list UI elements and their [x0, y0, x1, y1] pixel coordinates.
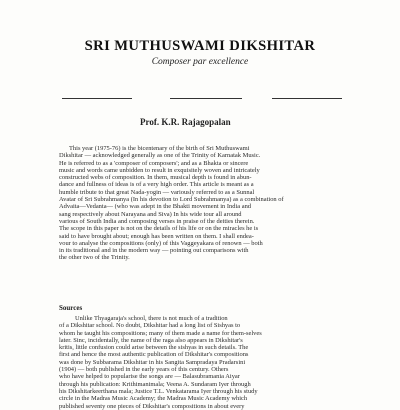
author-byline: Prof. K.R. Rajagopalan [140, 117, 231, 127]
text-line: was done by Subbarama Dikshitar in his Sangita Sampradaya Pradarsini [59, 358, 246, 366]
text-line: Unlike Thyagaraja's school, there is not much of a tradition [75, 315, 228, 322]
text-line: his Dikshitarkeerthana mala; Justice T.L. Venkatarama Iyer through his study [59, 387, 258, 395]
divider-rule [62, 98, 132, 99]
text-line: He is referred to as a 'composer of composers'; and as a Bhakta or sincere [59, 159, 249, 167]
divider-rule [170, 98, 242, 99]
text-line: published seventy one pieces of Dikshitar's compositions in about every [59, 402, 245, 410]
text-line: vour to analyse the compositions (only) of this Vaggeyakara of renown — both [59, 239, 263, 247]
text-line: of a Dikshitar school. No doubt, Dikshitar had a long list of Sishyas to [59, 322, 241, 330]
text-line: the other two of the Trinity. [59, 254, 130, 262]
body-paragraph-intro [59, 145, 343, 262]
text-line: kritis, little confusion could arise between the sishyas in such details. The [59, 344, 249, 352]
text-line: The scope in this paper is not on the details of his life or on the miracles he is [59, 225, 259, 233]
document-title: SRI MUTHUSWAMI DIKSHITAR [84, 38, 316, 54]
text-line: Avatar of Sri Subrahmanya (In his devotion to Lord Subrahmanya) as a combination of [59, 196, 284, 204]
text-line: various of South India and composing verses in praise of the deities therein. [59, 217, 255, 225]
text-line: circle in the Madras Music Academy; the Madras Music Academy which [59, 395, 248, 403]
text-line: whom he taught his compositions; many of them made a name for them-selves [59, 329, 262, 337]
text-line: sang respectively about Narayana and Siva) In his wide tour all around [59, 210, 242, 218]
divider-rule [272, 98, 342, 99]
text-line: humble tribute to that great Nada-yogin — variously referred to as a Sunnal [59, 188, 255, 196]
text-line: through his publication: Krithimanimala; Veena A. Sundaram Iyer through [59, 380, 251, 388]
text-line: who have helped to popularise the songs are — Balasubramania Aiyar [59, 373, 240, 381]
document-subtitle: Composer par excellence [151, 57, 249, 67]
text-line: dance and fullness of ideas is of a very high order. This article is meant as a [59, 181, 254, 189]
text-line: said to have brought about; enough has been written on them. I shall endea- [59, 232, 254, 240]
text-line: constructed webs of composition. In them, musical depth is found in abun- [59, 174, 252, 182]
text-line: first and hence the most authentic publication of Dikshitar's compositions [59, 351, 249, 359]
text-line: music and words came unbidden to result in exquisitely woven and intricately [59, 166, 260, 174]
text-line: This year (1975-76) is the bicentenary of the birth of Sri Muthuswami [69, 145, 250, 152]
text-line: in its traditional and in the modern way — pointing out comparisons with [59, 247, 249, 255]
text-line: (1904) — both published in the early years of this century. Others [59, 366, 229, 374]
text-line: Advaita—Vedanta— (who was adept in the Bhakti movement in India and [59, 203, 252, 211]
section-heading-sources: Sources [59, 304, 83, 312]
text-line: later. Sinc, incidentally, the name of the raga also appears in Dikshitar's [59, 336, 243, 344]
text-line: Dikshitar — acknowledged generally as one of the Trinity of Karnatak Music. [59, 152, 261, 160]
body-paragraph-sources [59, 315, 343, 410]
